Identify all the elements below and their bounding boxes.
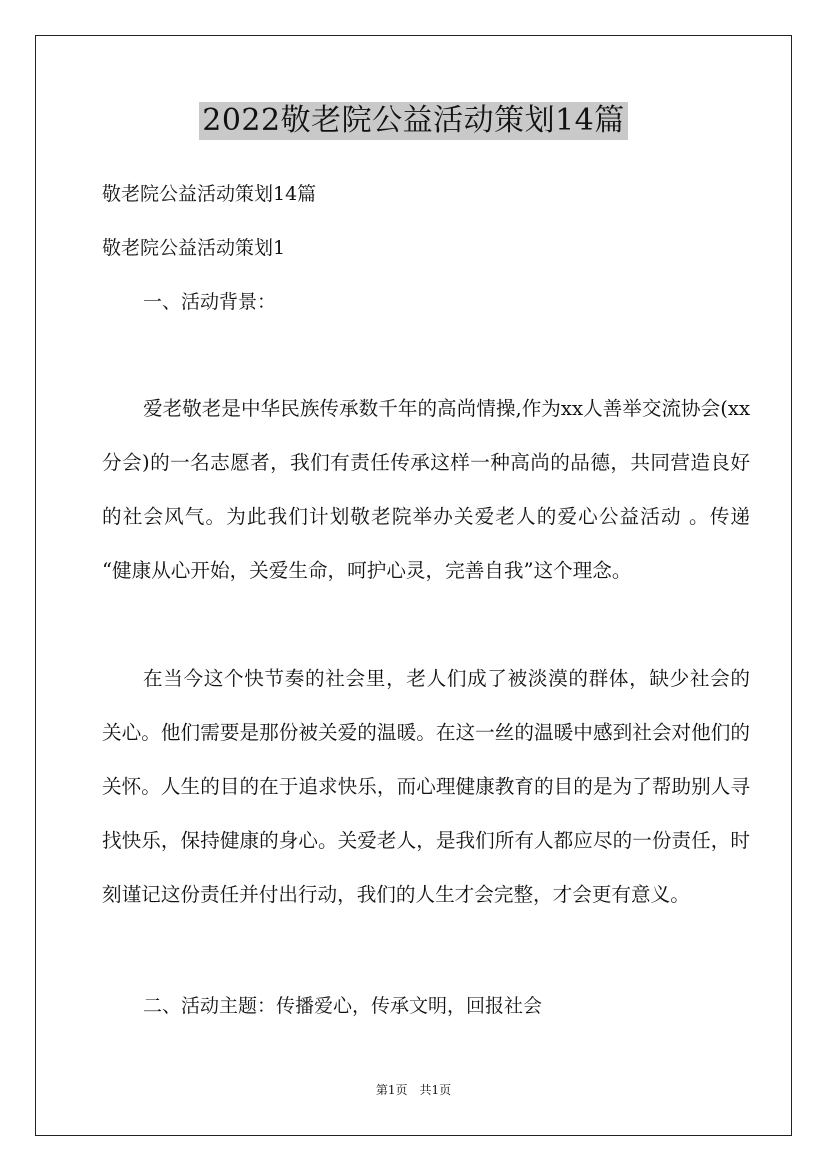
title-container [0,102,827,140]
heading-activity-theme: 二、活动主题：传播爱心，传承文明，回报社会 [143,995,543,1017]
paragraph-background: 爱老敬老是中华民族传承数千年的高尚情操,作为xx人善举交流协会(xx分会)的一名志愿者，我们有责任传承这样一种高尚的品德，共同营造良好的社会风气。为此我们计划敬老院举办关爱老人的爱心公益活动 。传递 “健康从心开始，关爱生命，呵护心灵，完善自我”这个理念。 [102,397,750,582]
document-title: 2022敬老院公益活动策划14篇 [199,102,628,140]
document-subtitle: 敬老院公益活动策划14篇 [102,183,317,205]
heading-activity-background: 一、活动背景： [143,291,277,313]
section-title: 敬老院公益活动策划1 [102,237,286,259]
page-footer: 第1页 共1页 [375,1083,452,1097]
paragraph-social-care: 在当今这个快节奏的社会里，老人们成了被淡漠的群体，缺少社会的关心。他们需要是那份被关爱的温暖。在这一丝的温暖中感到社会对他们的关怀。人生的目的在于追求快乐，而心理健康教育的目的是为了帮助别人寻找快乐，保持健康的身心。关爱老人，是我们所有人都应尽的一份责任，时刻谨记这份责任并付出行动，我们的人生才会完整，才会更有意义。 [102,667,750,906]
